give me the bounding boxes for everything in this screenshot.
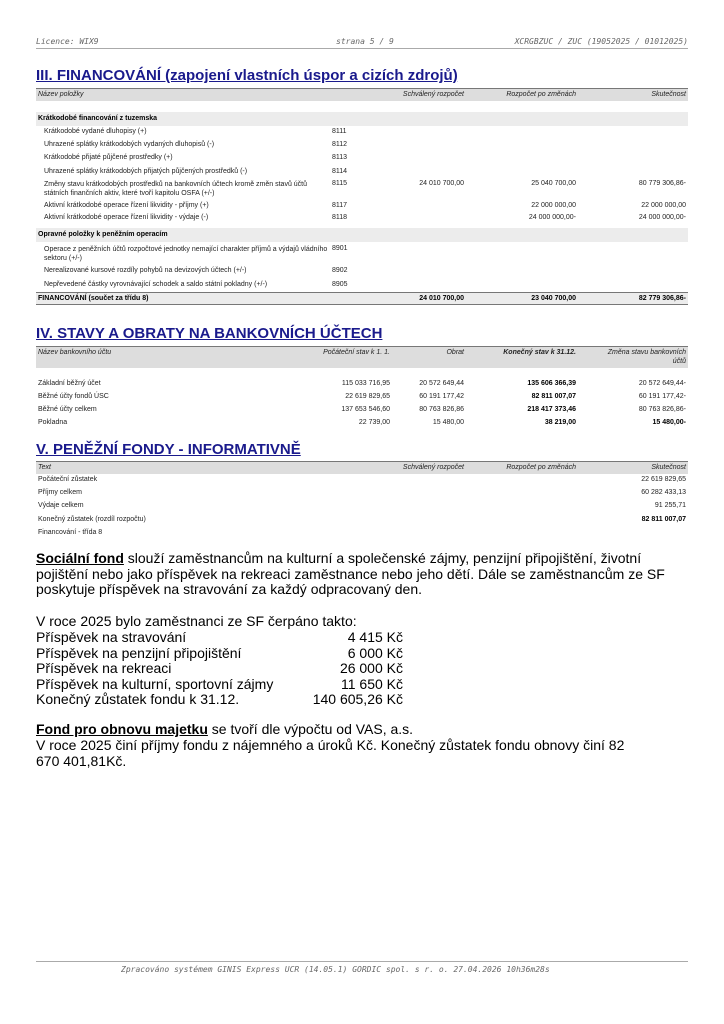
group-header-kratkodobe [36, 112, 688, 126]
row-after-changes: 25 040 700,00 [531, 180, 576, 187]
col-final: Konečný stav k 31.12. [503, 349, 576, 356]
usage-item-value: 4 415 Kč [347, 629, 403, 645]
usage-item-label: Příspěvek na rekreaci [36, 660, 172, 676]
total-label: FINANCOVÁNÍ (součet za třídu 8) [38, 295, 149, 302]
usage-item-value: 26 000 Kč [339, 660, 403, 676]
col-approved: Schválený rozpočet [402, 464, 464, 471]
col-approved: Schválený rozpočet [402, 91, 464, 98]
col-turnover: Obrat [446, 349, 464, 356]
table-row [36, 489, 688, 499]
table-row [36, 214, 688, 224]
page-number: strana 5 / 9 [336, 37, 394, 46]
row-actual: 22 000 000,00 [641, 202, 686, 209]
total-actual: 82 779 306,86- [638, 295, 686, 302]
table-row [36, 245, 688, 265]
col-change: Změna stavu bankovních [607, 349, 686, 356]
col-actual: Skutečnost [651, 464, 686, 471]
usage-item-label: Příspěvek na kulturní, sportovní zájmy [36, 675, 274, 692]
row-final: 135 606 366,39 [527, 380, 576, 387]
row-final: 82 811 007,07 [531, 393, 576, 400]
row-name: Pokladna [38, 419, 68, 426]
row-actual: 24 000 000,00- [638, 214, 686, 221]
row-name: Krátkodobé vydané dluhopisy (+) [44, 128, 147, 135]
row-name: Nepřevedené částky vyrovnávající schodek a saldo státní pokladny (+/-) [44, 281, 268, 288]
table-row [36, 141, 688, 151]
row-turnover: 60 191 177,42 [419, 393, 464, 400]
row-code: 8902 [332, 267, 348, 274]
renewal-fund-paragraph [36, 722, 688, 738]
page-header [36, 37, 688, 49]
table-row [36, 202, 688, 212]
row-change: 15 480,00- [652, 419, 686, 426]
row-name: Změny stavu krátkodobých prostředků na bankovních účtech kromě změn stavů účtů státních finančních aktiv, které tvoří kapitolu OSFA (+/-) [44, 181, 308, 197]
row-approved: 24 010 700,00 [419, 180, 464, 187]
table-row [36, 502, 688, 512]
row-name: Počáteční zůstatek [38, 476, 98, 483]
row-code: 8111 [332, 128, 347, 135]
row-code: 8114 [332, 168, 348, 175]
col-after-changes: Rozpočet po změnách [506, 91, 576, 98]
row-initial: 137 653 546,60 [341, 406, 390, 413]
row-actual: 80 779 306,86- [638, 180, 686, 187]
row-actual: 22 619 829,65 [641, 476, 686, 483]
footer-text: Zpracováno systémem GINIS Express UCR (14.05.1) GORDIC spol. s r. o. 27.04.2026 10h36m28s [121, 965, 550, 974]
row-code: 8905 [332, 281, 348, 288]
row-actual: 60 282 433,13 [641, 489, 686, 496]
group-header-opravne [36, 228, 688, 242]
table-row [36, 529, 688, 539]
row-name: Financování - třída 8 [38, 529, 103, 536]
row-change: 60 191 177,42- [638, 393, 686, 400]
row-turnover: 80 763 826,86 [419, 406, 464, 413]
renewal-fund-heading: Fond pro obnovu majetku [36, 721, 208, 737]
table-row [36, 267, 688, 277]
section-financovani-title: III. FINANCOVÁNÍ (zapojení vlastních úspor a cizích zdrojů) [36, 67, 458, 84]
row-name: Uhrazené splátky krátkodobých vydaných dluhopisů (-) [44, 141, 215, 148]
col-name: Název položky [38, 91, 84, 98]
usage-item-label: Příspěvek na penzijní připojištění [36, 644, 242, 661]
row-turnover: 20 572 649,44 [419, 380, 464, 387]
row-code: 8115 [332, 180, 348, 187]
row-name: Běžné účty fondů ÚSC [38, 393, 109, 400]
usage-item-value: 11 650 Kč [340, 675, 403, 692]
table-row [36, 393, 688, 403]
row-initial: 22 619 829,65 [345, 393, 390, 400]
row-code: 8112 [332, 141, 348, 148]
row-change: 80 763 826,86- [638, 406, 686, 413]
row-initial: 22 739,00 [358, 419, 390, 426]
row-after-changes: 22 000 000,00 [531, 202, 576, 209]
licence-text: Licence: WIX9 [36, 37, 99, 46]
table-row [36, 154, 688, 164]
table-row [36, 281, 688, 291]
row-name: Krátkodobé přijaté půjčené prostředky (+) [44, 154, 173, 161]
social-fund-text: slouží zaměstnancům na kulturní a společenské zájmy, penzijní připojištění, životní pojištění nebo jako příspěvek na rekreaci zaměstnance nebo jeho dětí. Dále se zaměstnancům ze SF poskytuje příspěvek na stravování za každý odpracovaný den. [36, 550, 665, 597]
row-name: Aktivní krátkodobé operace řízení likvidity - výdaje (-) [44, 214, 209, 221]
financovani-total-row [36, 292, 688, 305]
row-name: Příjmy celkem [38, 489, 82, 496]
social-fund-heading: Sociální fond [36, 550, 124, 566]
row-name: Aktivní krátkodobé operace řízení likvidity - příjmy (+) [44, 202, 209, 209]
table-row [36, 380, 688, 390]
row-actual: 91 255,71 [654, 502, 686, 509]
row-name: Uhrazené splátky krátkodobých přijatých půjčených prostředků (-) [44, 168, 248, 175]
row-name: Základní běžný účet [38, 380, 101, 387]
usage-item-value: 6 000 Kč [347, 644, 403, 661]
renewal-fund-detail: V roce 2025 činí příjmy fondu z nájemného a úroků Kč. Konečný zůstatek fondu obnovy činí 82 670 401,81Kč. [36, 737, 625, 769]
col-text: Text [38, 464, 51, 471]
table-row [36, 476, 688, 486]
report-code: XCRGBZUC / ZUC (19052025 / 01012025) [514, 37, 688, 46]
row-change: 20 572 649,44- [638, 380, 686, 387]
row-final: 218 417 373,46 [527, 406, 576, 413]
group-label: Krátkodobé financování z tuzemska [38, 115, 158, 122]
row-name: Operace z peněžních účtů rozpočtové jednotky nemající charakter příjmů a výdajů vládního sektoru (+/-) [44, 246, 328, 262]
table-row [36, 406, 688, 416]
total-after-changes: 23 040 700,00 [531, 295, 576, 302]
row-name: Nerealizované kursové rozdíly pohybů na devizových účtech (+/-) [44, 267, 247, 274]
col-after-changes: Rozpočet po změnách [506, 464, 576, 471]
row-final: 38 219,00 [544, 419, 576, 426]
row-name: Výdaje celkem [38, 502, 84, 509]
col-account: Název bankovního účtu [38, 349, 112, 356]
table-row [36, 516, 688, 526]
bank-column-header [36, 346, 688, 368]
row-actual: 82 811 007,07 [641, 516, 686, 523]
table-row [36, 168, 688, 178]
row-initial: 115 033 716,95 [341, 380, 390, 387]
section-fondy-title: V. PENĚŽNÍ FONDY - INFORMATIVNĚ [36, 441, 301, 458]
renewal-fund-text: se tvoří dle výpočtu od VAS, a.s. [207, 721, 414, 737]
fund-column-header [36, 461, 688, 474]
group-label: Opravné položky k peněžním operacím [38, 231, 168, 238]
table-row [36, 180, 688, 200]
table-row [36, 128, 688, 138]
row-name: Konečný zůstatek (rozdíl rozpočtu) [38, 516, 146, 523]
total-approved: 24 010 700,00 [419, 295, 464, 302]
row-after-changes: 24 000 000,00- [528, 214, 576, 221]
row-code: 8901 [332, 245, 348, 252]
usage-item-label: Konečný zůstatek fondu k 31.12. [36, 691, 240, 707]
usage-item-label: Příspěvek na stravování [36, 629, 187, 645]
col-initial: Počáteční stav k 1. 1. [323, 349, 390, 356]
section-stavy-title: IV. STAVY A OBRATY NA BANKOVNÍCH ÚČTECH [36, 325, 383, 342]
financovani-column-header [36, 88, 688, 101]
col-actual: Skutečnost [651, 91, 686, 98]
col-change-line2: účtů [672, 358, 686, 365]
usage-intro: V roce 2025 bylo zaměstnanci ze SF čerpáno takto: [36, 613, 357, 629]
row-code: 8118 [332, 214, 348, 221]
table-row [36, 419, 688, 429]
usage-item-value: 140 605,26 Kč [312, 691, 403, 707]
page-footer [36, 961, 688, 973]
row-name: Běžné účty celkem [38, 406, 97, 413]
row-code: 8117 [332, 202, 348, 209]
row-turnover: 15 480,00 [432, 419, 464, 426]
row-code: 8113 [332, 154, 348, 161]
social-fund-paragraph [36, 551, 688, 598]
